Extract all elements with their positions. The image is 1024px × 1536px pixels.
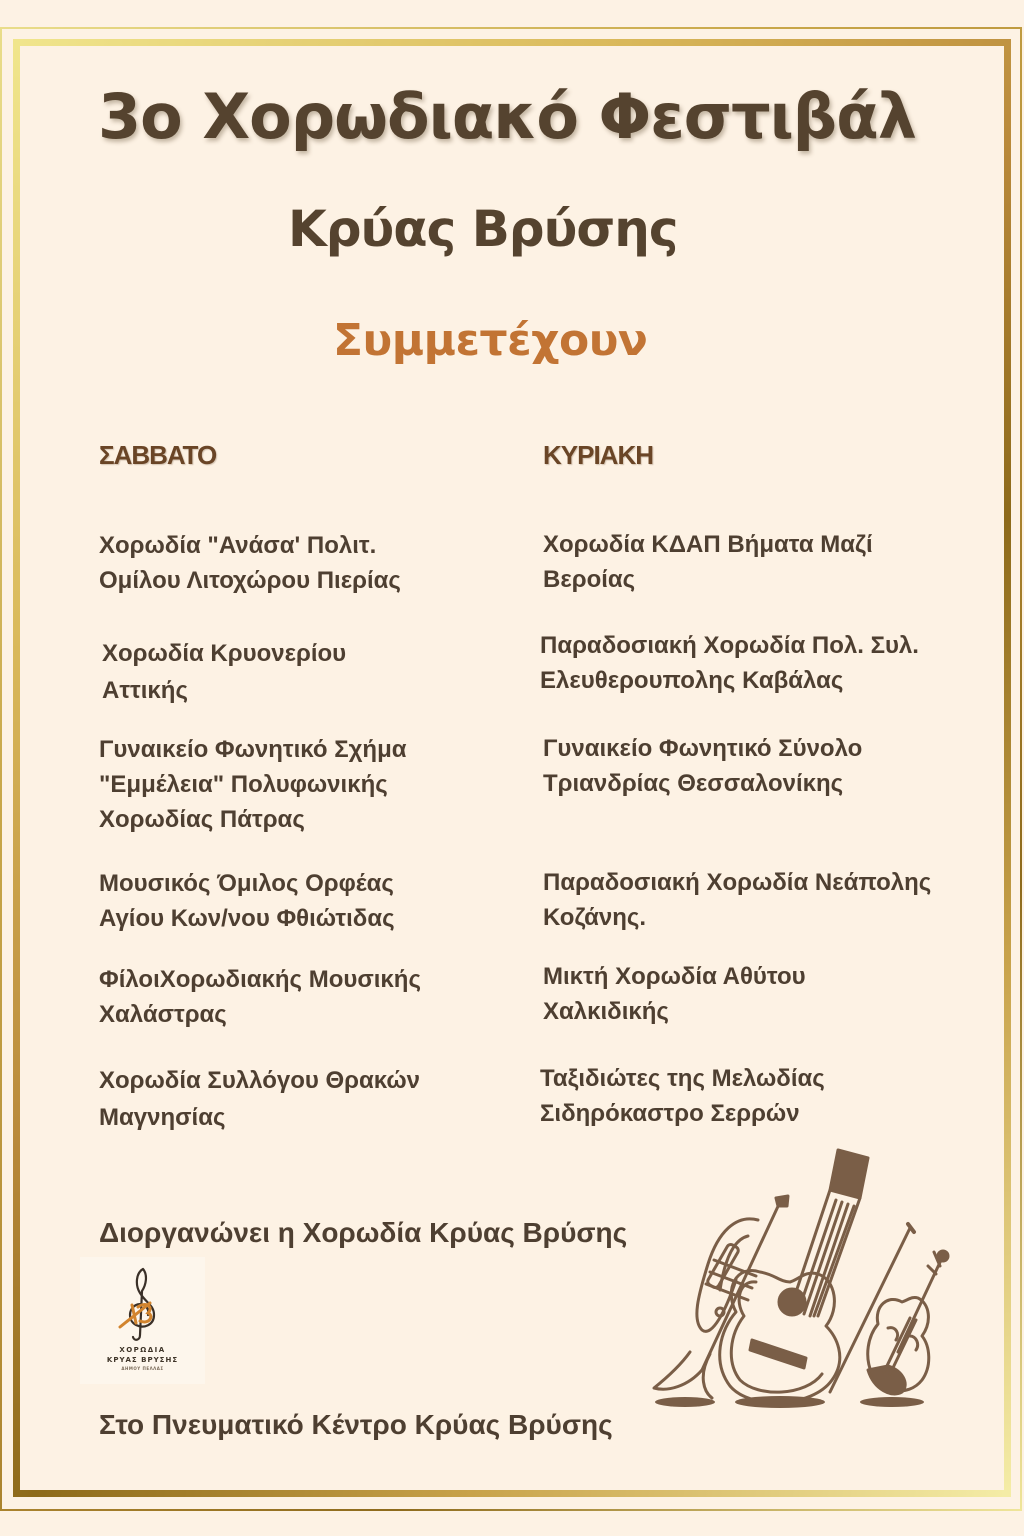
- choir-name-line: Αγίου Κων/νου Φθιώτιδας: [99, 905, 395, 932]
- saturday-heading: ΣΑΒΒΑΤΟ: [99, 440, 217, 470]
- sunday-heading: ΚΥΡΙΑΚΗ: [543, 440, 654, 470]
- participants-heading: Συμμετέχουν: [333, 315, 648, 366]
- choir-name-line: Βεροίας: [543, 566, 636, 593]
- choir-name-line: Σιδηρόκαστρο Σερρών: [540, 1100, 800, 1127]
- choir-name-line: Χορωδία "Ανάσα' Πολιτ.: [99, 532, 377, 559]
- choir-name-line: Ομίλου Λιτοχώρου Πιερίας: [99, 567, 401, 594]
- choir-entry: [99, 1062, 499, 1136]
- choir-name-line: Ελευθερουπολης Καβάλας: [540, 667, 844, 694]
- choir-name-line: Χαλάστρας: [99, 1001, 227, 1028]
- logo-text-line: ΚΡΥΑΣ ΒΡΥΣΗΣ: [106, 1356, 179, 1364]
- poster-title: 3ο Χορωδιακό Φεστιβάλ: [98, 80, 916, 153]
- musical-instruments-icon: [640, 1140, 950, 1410]
- choir-name-line: ΦίλοιΧορωδιακής Μουσικής: [99, 966, 421, 993]
- choir-entry: [99, 962, 499, 1032]
- choir-name-line: Αττικής: [102, 677, 188, 704]
- choir-entry: [99, 732, 499, 837]
- choir-name-line: Ταξιδιώτες της Μελωδίας: [540, 1065, 825, 1092]
- choir-name-line: Χαλκιδικής: [543, 998, 669, 1025]
- choir-name-line: Χορωδία Συλλόγου Θρακών: [99, 1067, 420, 1094]
- logo-text-line: ΧΟΡΩΔΙΑ: [119, 1346, 166, 1354]
- organizer-text: Διοργανώνει η Χορωδία Κρύας Βρύσης: [99, 1217, 628, 1248]
- choir-name-line: Γυναικείο Φωνητικό Σχήμα: [99, 736, 407, 763]
- choir-entry: [540, 628, 960, 698]
- choir-name-line: Χορωδία Κρυονερίου: [102, 640, 347, 667]
- choir-name-line: Τριανδρίας Θεσσαλονίκης: [543, 770, 844, 797]
- choir-name-line: Γυναικείο Φωνητικό Σύνολο: [543, 735, 863, 762]
- choir-name-line: Παραδοσιακή Χορωδία Νεάπολης: [543, 869, 932, 896]
- logo-text-line: ΔΗΜΟΥ ΠΕΛΛΑΣ: [121, 1366, 164, 1371]
- choir-name-line: Μαγνησίας: [99, 1104, 226, 1131]
- poster-subtitle: Κρύας Βρύσης: [288, 200, 678, 258]
- choir-entry: [543, 959, 943, 1029]
- treble-clef-kv-monogram-icon: [110, 1265, 175, 1345]
- choir-entry: [99, 528, 499, 598]
- choir-name-line: Παραδοσιακή Χορωδία Πολ. Συλ.: [540, 632, 919, 659]
- choir-entry: [543, 865, 963, 935]
- choir-logo: [80, 1257, 205, 1384]
- choir-name-line: Χορωδίας Πάτρας: [99, 806, 305, 833]
- choir-entry: [543, 527, 943, 597]
- choir-entry: [102, 635, 502, 709]
- choir-name-line: Μουσικός Όμιλος Ορφέας: [99, 870, 394, 897]
- choir-name-line: Μικτή Χορωδία Αθύτου: [543, 963, 806, 990]
- choir-entry: [543, 731, 943, 801]
- choir-name-line: "Εμμέλεια" Πολυφωνικής: [99, 771, 388, 798]
- venue-text: Στο Πνευματικό Κέντρο Κρύας Βρύσης: [99, 1409, 613, 1440]
- choir-name-line: Χορωδία ΚΔΑΠ Βήματα Μαζί: [543, 531, 873, 558]
- choir-entry: [99, 866, 499, 936]
- choir-entry: [540, 1061, 940, 1131]
- choir-name-line: Κοζάνης.: [543, 904, 647, 931]
